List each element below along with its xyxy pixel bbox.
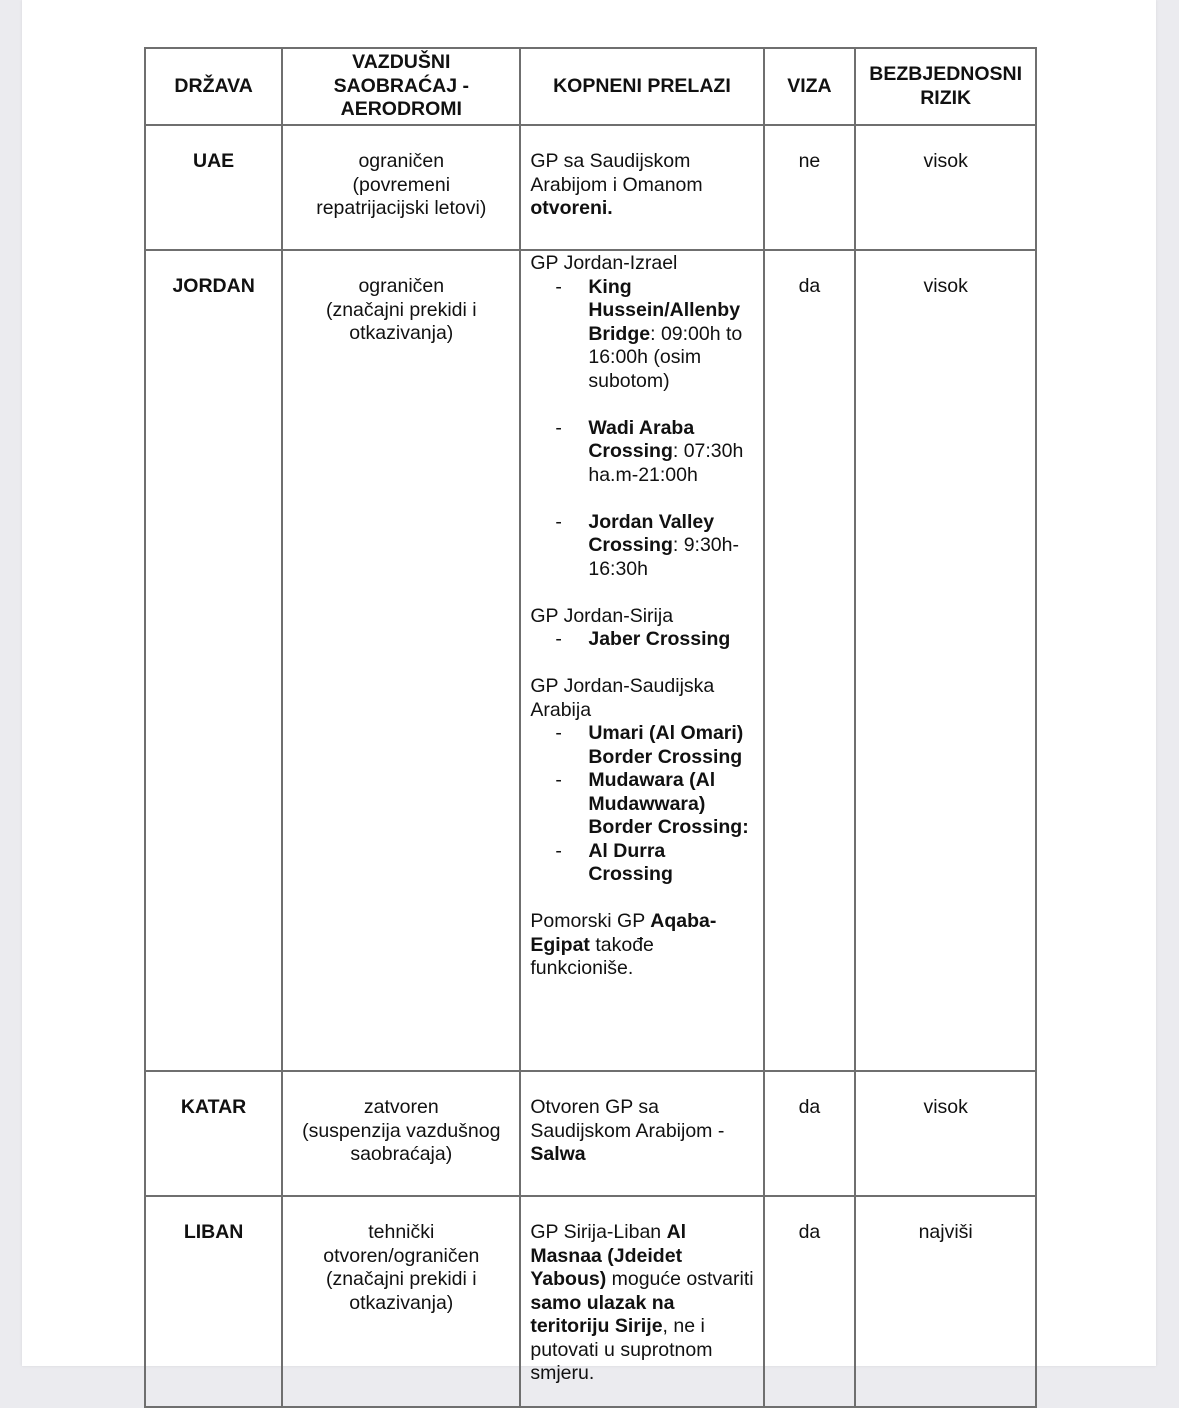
document-page (22, 0, 1156, 1384)
section-heading: GP Jordan-Saudijska Arabija (530, 675, 715, 721)
dash-bullet: - (555, 722, 562, 744)
sea-text: Pomorski GP (530, 910, 651, 932)
saudi-crossings-list (530, 722, 754, 887)
crossing-name: King Hussein/Allenby Bridge (588, 275, 741, 345)
country-cell: UAE (145, 125, 282, 250)
crossing-hours: : 09:00h to 16:00h (osim subotom) (588, 322, 743, 392)
air-line: ograničen (358, 275, 445, 297)
list-item (530, 628, 754, 652)
air-line: tehnički (368, 1221, 435, 1243)
list-item (530, 511, 754, 582)
land-crossings-cell (520, 1196, 763, 1407)
crossing-name: Mudawara (Al Mudawwara) Border Crossing: (588, 769, 749, 838)
list-item (530, 722, 754, 769)
crossing-hours: : 07:30h ha.m-21:00h (588, 440, 744, 486)
land-crossings-cell (520, 250, 763, 1071)
syria-crossings-list (530, 628, 754, 652)
air-line: ograničen (358, 150, 445, 172)
visa-cell: da (764, 250, 856, 1071)
sea-crossing-note (530, 910, 754, 981)
air-line: (povremeni (352, 173, 451, 196)
visa-cell: da (764, 1071, 856, 1196)
crossing-hours: : 9:30h-16:30h (588, 534, 739, 580)
country-cell: KATAR (145, 1071, 282, 1196)
table-row (145, 125, 1036, 250)
header-risk-line: RIZIK (920, 86, 972, 109)
header-security-risk (855, 48, 1036, 125)
dash-bullet: - (555, 628, 562, 650)
sea-text: takođe funkcioniše. (530, 933, 654, 979)
air-traffic-cell (282, 250, 520, 1071)
land-text-bold: Salwa (530, 1143, 586, 1165)
israel-crossings-list (530, 276, 754, 582)
list-item (530, 276, 754, 394)
land-text-bold: samo ulazak na teritoriju Sirije (530, 1291, 675, 1337)
crossing-name: Jaber Crossing (588, 628, 731, 650)
air-line: zatvoren (363, 1096, 439, 1118)
table-header-row (145, 48, 1036, 125)
country-cell: LIBAN (145, 1196, 282, 1407)
table-row (145, 1196, 1036, 1407)
risk-cell: visok (855, 1071, 1036, 1196)
air-line: (suspenzija vazdušnog (302, 1119, 501, 1142)
dash-bullet: - (555, 839, 562, 862)
land-text: Otvoren GP sa Saudijskom Arabijom - (530, 1096, 725, 1142)
air-traffic-cell (282, 1071, 520, 1196)
header-risk-line: BEZBJEDNOSNI (869, 63, 1023, 85)
table-row (145, 1071, 1036, 1196)
air-traffic-cell (282, 125, 520, 250)
land-text: moguće ostvariti (606, 1268, 754, 1290)
air-line: otkazivanja) (349, 1291, 454, 1314)
header-country: DRŽAVA (145, 48, 282, 125)
visa-cell: ne (764, 125, 856, 250)
section-heading: GP Jordan-Izrael (530, 252, 678, 274)
country-cell: JORDAN (145, 250, 282, 1071)
header-visa: VIZA (764, 48, 856, 125)
crossing-name: Wadi Araba Crossing (588, 416, 695, 462)
land-text: GP Sirija-Liban (530, 1221, 667, 1243)
list-item (530, 417, 754, 488)
air-line: (značajni prekidi i (325, 298, 477, 321)
dash-bullet: - (555, 416, 562, 439)
land-crossings-cell (520, 125, 763, 250)
air-line: otvoren/ograničen (323, 1244, 480, 1267)
air-line: (značajni prekidi i (325, 1268, 477, 1290)
list-item (530, 769, 754, 840)
header-air-line: VAZDUŠNI (352, 51, 451, 74)
header-air-traffic (282, 48, 520, 125)
air-line: otkazivanja) (349, 322, 454, 344)
risk-cell: visok (855, 250, 1036, 1071)
land-text-bold: otvoreni. (530, 197, 613, 219)
section-heading: GP Jordan-Sirija (530, 604, 674, 627)
air-traffic-cell (282, 1196, 520, 1407)
visa-cell: da (764, 1196, 856, 1407)
land-text: , ne i putovati u suprotnom smjeru. (530, 1315, 713, 1384)
land-text: GP sa Saudijskom Arabijom i Omanom (530, 150, 703, 196)
air-line: repatrijacijski letovi) (316, 197, 487, 219)
sea-text-bold: Aqaba-Egipat (530, 910, 717, 956)
land-text-bold: Al Masnaa (Jdeidet Yabous) (530, 1221, 687, 1290)
list-item (530, 840, 754, 887)
travel-info-table (144, 47, 1037, 1408)
air-line: saobraćaja) (350, 1143, 453, 1165)
dash-bullet: - (555, 769, 562, 791)
header-air-line: AERODROMI (340, 98, 462, 121)
table-row (145, 250, 1036, 1071)
header-land-crossings: KOPNENI PRELAZI (520, 48, 763, 125)
crossing-name: Jordan Valley Crossing (588, 510, 715, 556)
crossing-name: Al Durra Crossing (588, 839, 673, 885)
header-air-line: SAOBRAĆAJ - (333, 74, 469, 97)
crossing-name: Umari (Al Omari) Border Crossing (588, 722, 744, 768)
risk-cell: visok (855, 125, 1036, 250)
risk-cell: najviši (855, 1196, 1036, 1407)
dash-bullet: - (555, 510, 562, 533)
land-crossings-cell (520, 1071, 763, 1196)
dash-bullet: - (555, 275, 562, 298)
